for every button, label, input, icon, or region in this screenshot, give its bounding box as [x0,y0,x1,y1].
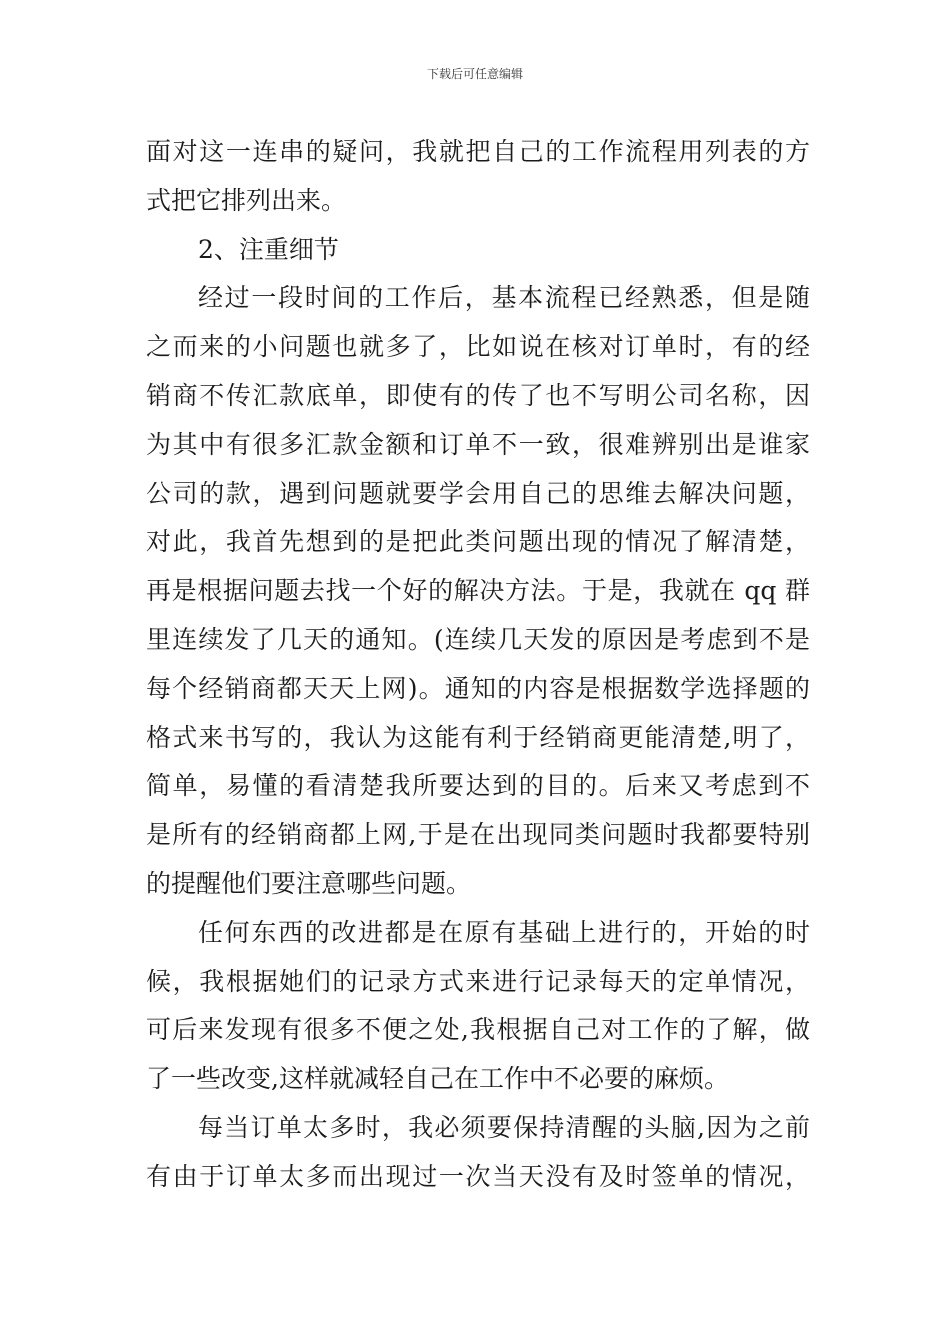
text-line: 了一些改变,这样就减轻自己在工作中不必要的麻烦。 [146,1064,729,1094]
text-line: 格式来书写的，我认为这能有利于经销商更能清楚,明了， [146,722,810,752]
text-line: 是所有的经销商都上网,于是在出现同类问题时我都要特别 [146,820,810,850]
text-line: 公司的款，遇到问题就要学会用自己的思维去解决问题， [146,478,810,508]
text-line: 再是根据问题去找一个好的解决方法。于是，我就在 qq 群 [146,576,810,606]
text-line: 对此，我首先想到的是把此类问题出现的情况了解清楚， [146,527,810,557]
text-line: 每个经销商都天天上网)。通知的内容是根据数学选择题的 [146,673,810,703]
text-line: 任何东西的改进都是在原有基础上进行的，开始的时 [198,917,810,947]
text-line: 销商不传汇款底单，即使有的传了也不写明公司名称，因 [146,380,810,410]
text-line: 面对这一连串的疑问，我就把自己的工作流程用列表的方 [146,137,810,166]
page-header: 下载后可任意编辑 [426,67,523,81]
text-line: 里连续发了几天的通知。(连续几天发的原因是考虑到不是 [146,624,810,654]
text-line: 经过一段时间的工作后，基本流程已经熟悉，但是随 [198,283,810,313]
text-line: 可后来发现有很多不便之处,我根据自己对工作的了解，做 [146,1015,810,1045]
text-line: 候，我根据她们的记录方式来进行记录每天的定单情况， [146,966,810,996]
document-body [146,128,810,1202]
text-line: 式把它排列出来。 [146,185,347,215]
text-line: 之而来的小问题也就多了，比如说在核对订单时，有的经 [146,332,810,362]
text-line: 简单，易懂的看清楚我所要达到的目的。后来又考虑到不 [146,771,810,801]
section-heading: 2、注重细节 [198,234,339,264]
text-line: 的提醒他们要注意哪些问题。 [146,868,472,898]
text-line: 每当订单太多时，我必须要保持清醒的头脑,因为之前 [198,1112,810,1142]
text-line: 有由于订单太多而出现过一次当天没有及时签单的情况， [146,1161,810,1191]
text-line: 为其中有很多汇款金额和订单不一致，很难辨别出是谁家 [146,429,810,459]
